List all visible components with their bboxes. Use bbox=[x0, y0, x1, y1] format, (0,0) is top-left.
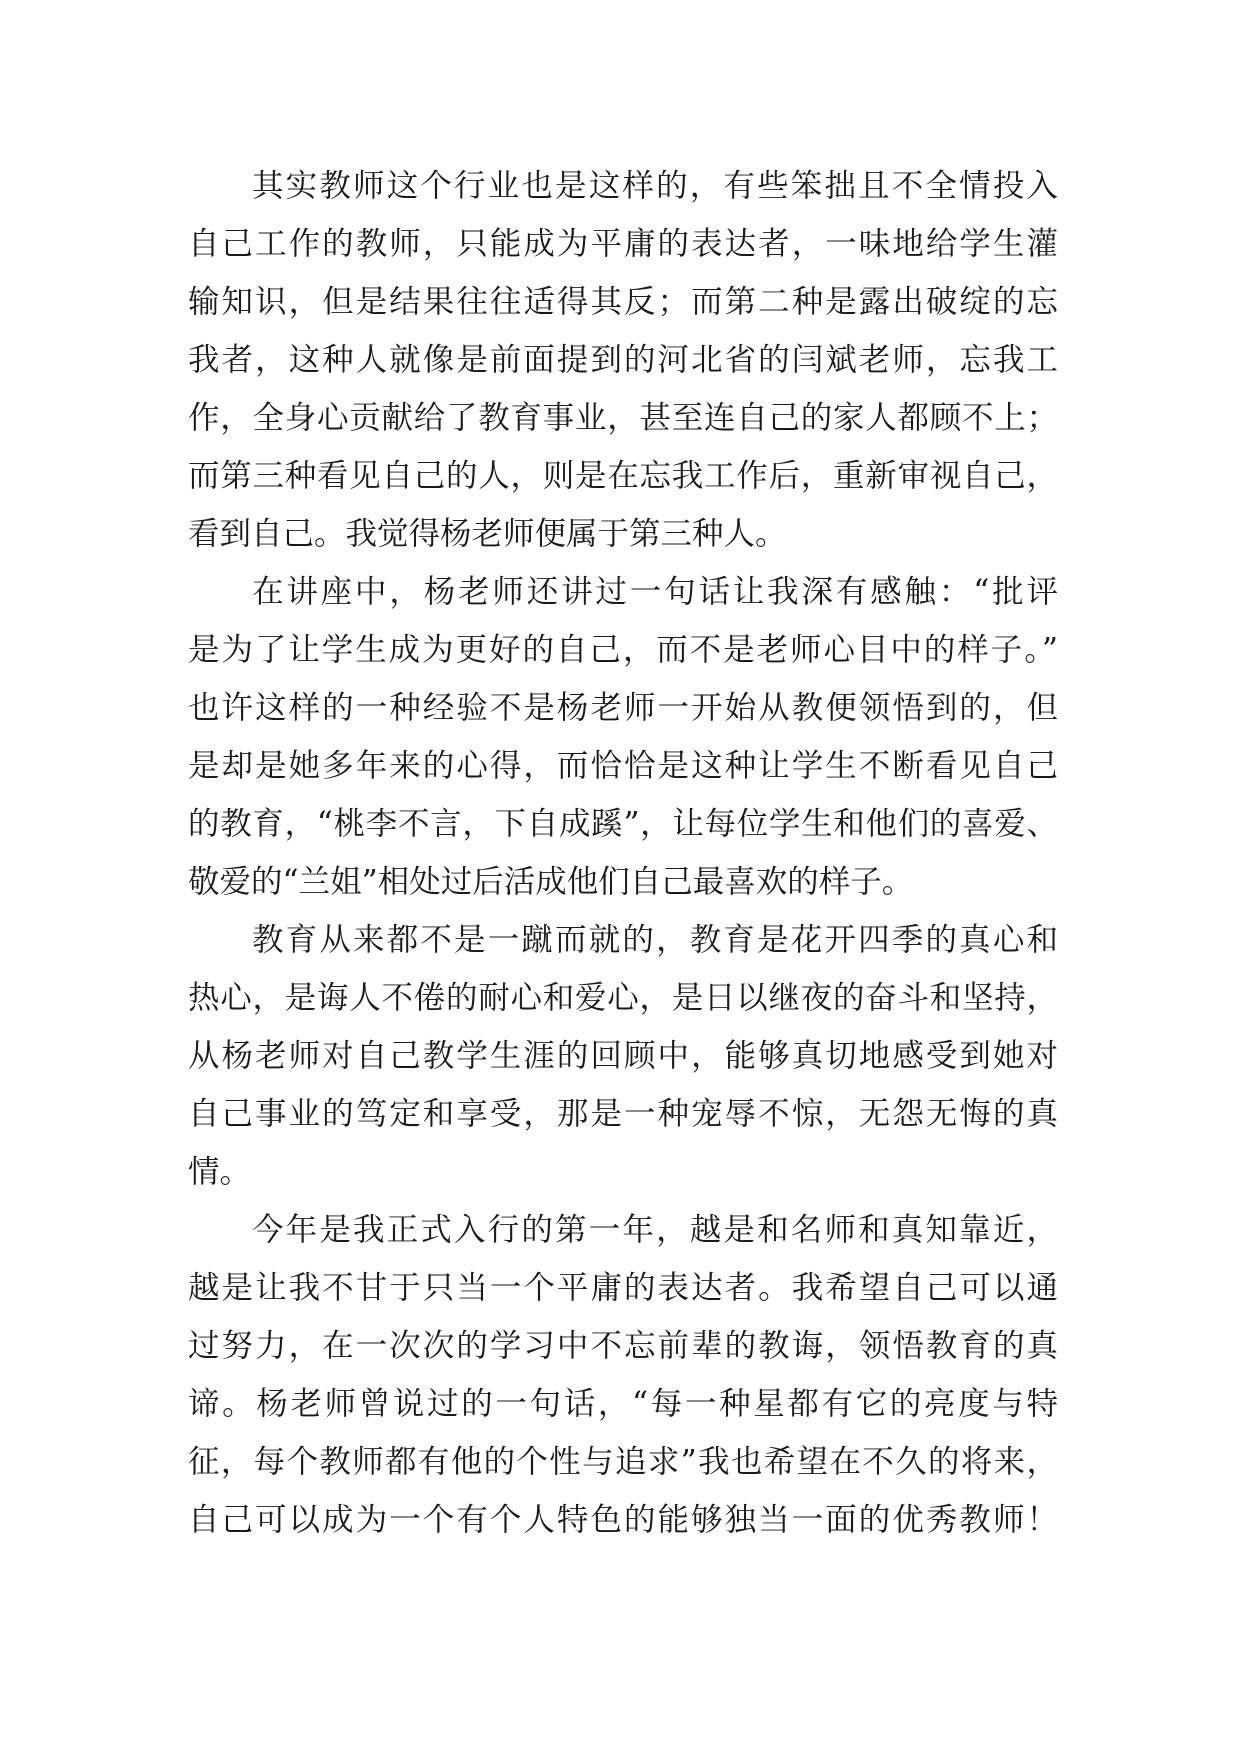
paragraph-line: 自己事业的笃定和享受，那是一种宠辱不惊，无怨无悔的真 bbox=[188, 1096, 1058, 1132]
paragraph-line: 其实教师这个行业也是这样的，有些笨拙且不全情投入 bbox=[252, 168, 1058, 204]
paragraph-line: 从杨老师对自己教学生涯的回顾中，能够真切地感受到她对 bbox=[188, 1038, 1058, 1074]
paragraph-line: 而第三种看见自己的人，则是在忘我工作后，重新审视自己， bbox=[188, 458, 1058, 494]
paragraph-line: 自己可以成为一个有个人特色的能够独当一面的优秀教师！ bbox=[188, 1502, 1058, 1538]
paragraph-4 bbox=[188, 1201, 1058, 1549]
paragraph-line: 看到自己。我觉得杨老师便属于第三种人。 bbox=[188, 516, 787, 552]
paragraph-line: 敬爱的“兰姐”相处过后活成他们自己最喜欢的样子。 bbox=[188, 864, 914, 900]
paragraph-line: 是却是她多年来的心得，而恰恰是这种让学生不断看见自己 bbox=[188, 748, 1058, 784]
paragraph-line: 今年是我正式入行的第一年，越是和名师和真知靠近， bbox=[252, 1212, 1058, 1248]
paragraph-line: 热心，是诲人不倦的耐心和爱心，是日以继夜的奋斗和坚持， bbox=[188, 980, 1058, 1016]
paragraph-line: 情。 bbox=[188, 1154, 252, 1190]
paragraph-line: 也许这样的一种经验不是杨老师一开始从教便领悟到的，但 bbox=[188, 690, 1058, 726]
paragraph-line: 越是让我不甘于只当一个平庸的表达者。我希望自己可以通 bbox=[188, 1270, 1058, 1306]
paragraph-line: 作，全身心贡献给了教育事业，甚至连自己的家人都顾不上； bbox=[188, 400, 1058, 436]
paragraph-1 bbox=[188, 157, 1058, 563]
paragraph-line: 谛。杨老师曾说过的一句话，“每一种星都有它的亮度与特 bbox=[188, 1386, 1058, 1422]
paragraph-line: 是为了让学生成为更好的自己，而不是老师心目中的样子。” bbox=[188, 632, 1058, 668]
paragraph-3 bbox=[188, 911, 1058, 1201]
paragraph-line: 征，每个教师都有他的个性与追求”我也希望在不久的将来， bbox=[188, 1444, 1058, 1480]
paragraph-line: 在讲座中，杨老师还讲过一句话让我深有感触：“批评 bbox=[252, 574, 1058, 610]
paragraph-line: 输知识，但是结果往往适得其反；而第二种是露出破绽的忘 bbox=[188, 284, 1058, 320]
paragraph-line: 的教育，“桃李不言，下自成蹊”，让每位学生和他们的喜爱、 bbox=[188, 806, 1058, 842]
paragraph-line: 我者，这种人就像是前面提到的河北省的闫斌老师，忘我工 bbox=[188, 342, 1058, 378]
paragraph-line: 过努力，在一次次的学习中不忘前辈的教诲，领悟教育的真 bbox=[188, 1328, 1058, 1364]
paragraph-line: 自己工作的教师，只能成为平庸的表达者，一味地给学生灌 bbox=[188, 226, 1058, 262]
paragraph-line: 教育从来都不是一蹴而就的，教育是花开四季的真心和 bbox=[252, 922, 1058, 958]
paragraph-2 bbox=[188, 563, 1058, 911]
